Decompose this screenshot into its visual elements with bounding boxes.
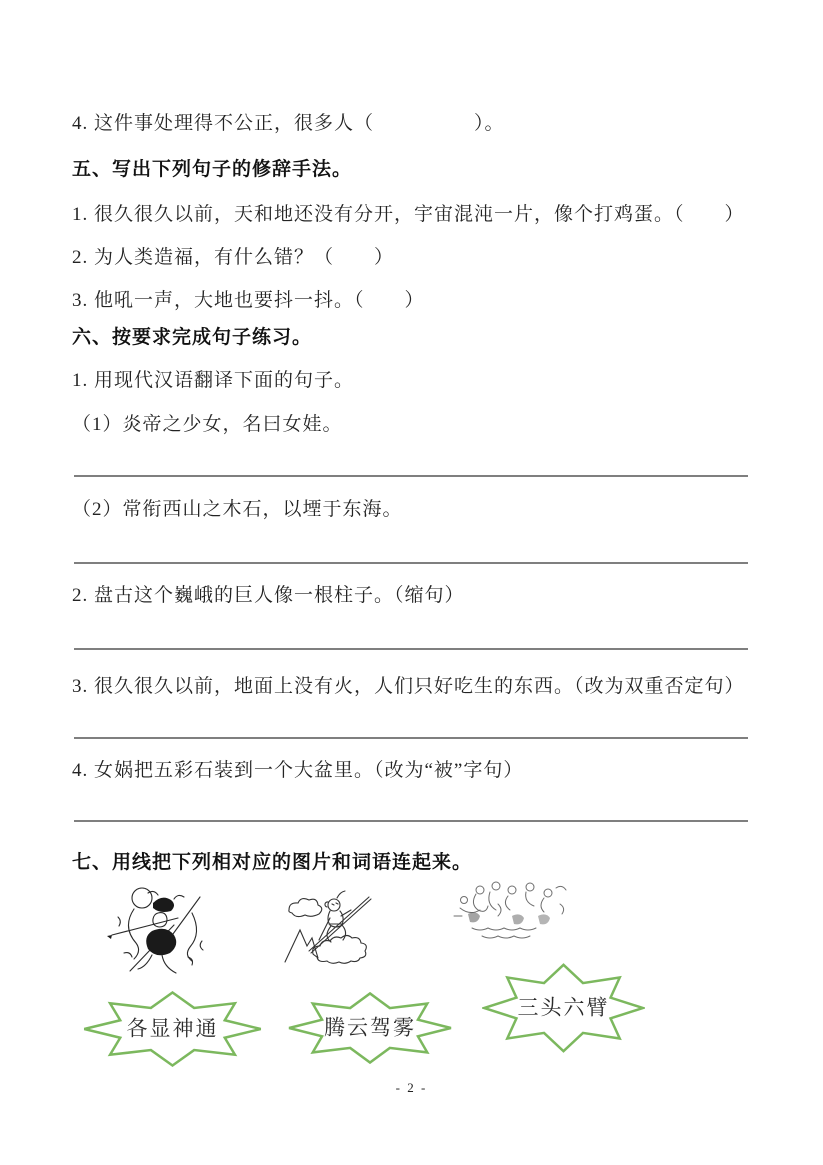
answer-blank-line <box>74 648 748 650</box>
section-six-item-3: 3. 很久很久以前，地面上没有火，人们只好吃生的东西。（改为双重否定句） <box>72 676 745 697</box>
answer-blank-line <box>74 820 748 822</box>
word-badge-2 <box>287 992 453 1064</box>
section-six-item-1-sub-2: （2）常衔西山之木石，以堙于东海。 <box>72 499 403 520</box>
page-number: - 2 - <box>395 1080 428 1095</box>
eight-immortals-group-illustration <box>452 878 572 945</box>
question-item-4: 4. 这件事处理得不公正，很多人（ ）。 <box>72 113 505 134</box>
section-six-item-2: 2. 盘古这个巍峨的巨人像一根柱子。（缩句） <box>72 585 465 606</box>
deity-battle-illustration <box>104 883 216 985</box>
answer-blank-line <box>74 737 748 739</box>
word-badge-label: 各显神通 <box>126 1016 219 1041</box>
monkey-riding-cloud-illustration <box>283 888 377 967</box>
section-six-item-1-sub-1: （1）炎帝之少女，名曰女娃。 <box>72 414 343 435</box>
section-six-heading: 六、按要求完成句子练习。 <box>72 327 313 348</box>
section-five-item-1: 1. 很久很久以前，天和地还没有分开，宇宙混沌一片，像个打鸡蛋。（ ） <box>72 204 745 225</box>
word-badge-1 <box>82 991 263 1067</box>
word-badge-3 <box>482 963 645 1053</box>
section-six-item-1: 1. 用现代汉语翻译下面的句子。 <box>72 370 355 391</box>
section-five-item-2: 2. 为人类造福，有什么错？（ ） <box>72 247 395 268</box>
section-six-item-4: 4. 女娲把五彩石装到一个大盆里。（改为“被”字句） <box>72 760 524 781</box>
section-seven-heading: 七、用线把下列相对应的图片和词语连起来。 <box>72 852 473 873</box>
answer-blank-line <box>74 562 748 564</box>
word-badge-label: 腾云驾雾 <box>324 1015 416 1040</box>
word-badge-label: 三头六臂 <box>517 995 610 1020</box>
section-five-heading: 五、写出下列句子的修辞手法。 <box>72 159 353 180</box>
answer-blank-line <box>74 475 748 477</box>
section-five-item-3: 3. 他吼一声，大地也要抖一抖。（ ） <box>72 290 425 311</box>
